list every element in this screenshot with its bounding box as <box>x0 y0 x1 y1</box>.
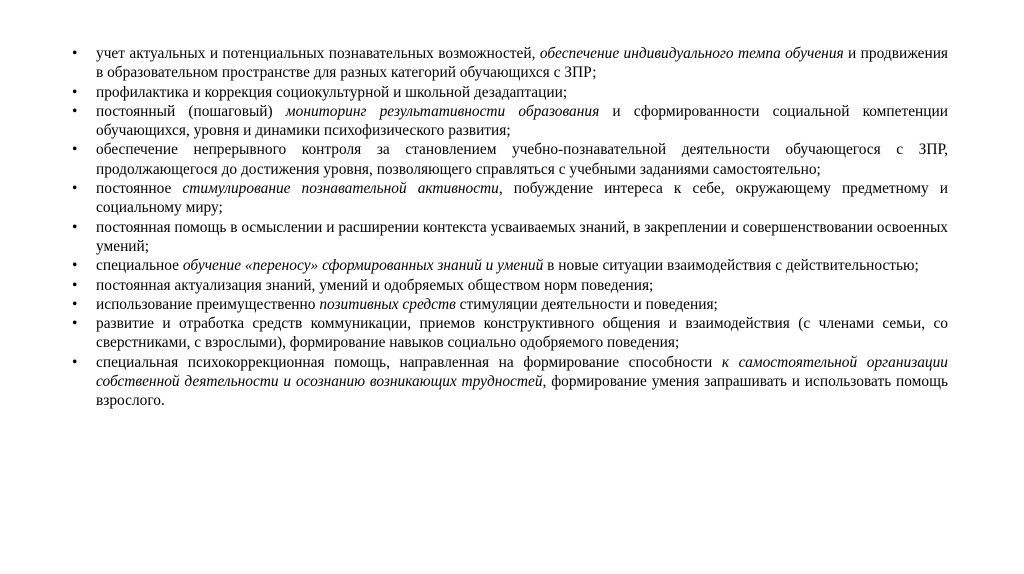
item-text: и сформированности социальной компетенции обучающихся, уровня и динамики психофизического развития; <box>96 102 948 140</box>
emphasis-text: позитивных средств <box>319 295 456 313</box>
item-text: , побуждение интереса к себе, окружающему предметному и социальному миру; <box>96 180 948 217</box>
item-text: постоянное <box>96 180 183 198</box>
list-item <box>68 314 948 353</box>
list-item <box>68 276 948 295</box>
item-text: специальная психокоррекционная помощь, направленная на формирование способности <box>96 353 722 371</box>
bullet-dot-icon: • <box>72 315 78 333</box>
emphasis-text: обучение «переносу» сформированных знаний и умений <box>182 257 544 275</box>
bullet-list <box>68 44 948 411</box>
item-text: постоянная актуализация знаний, умений и одобряемых обществом норм поведения; <box>96 276 654 294</box>
bullet-dot-icon: • <box>72 295 78 313</box>
item-text: использование преимущественно <box>96 295 320 313</box>
bullet-dot-icon: • <box>72 141 78 159</box>
item-text: обеспечение непрерывного контроля за становлением учебно-познавательной деятельности обучающегося с ЗПР, продолжающегося до достижения уровня, позволяющего справляться с учебными заданиями самостоятельно; <box>96 141 948 178</box>
bullet-dot-icon: • <box>72 45 78 62</box>
item-text: учет актуальных и потенциальных познавательных возможностей, <box>96 45 540 62</box>
emphasis-text: обеспечение индивидуального темпа обучения <box>539 45 844 62</box>
list-item <box>68 83 948 102</box>
item-text: постоянный (пошаговый) <box>96 102 286 120</box>
list-item <box>68 102 948 141</box>
bullet-dot-icon: • <box>72 218 78 236</box>
list-item <box>68 44 948 83</box>
list-item <box>68 256 948 275</box>
emphasis-text: мониторинг результативности образования <box>285 102 600 120</box>
list-item <box>68 140 948 179</box>
list-item <box>68 353 948 411</box>
item-text: специальное <box>96 257 183 275</box>
list-item <box>68 295 948 314</box>
item-text: , формирование умения запрашивать и использовать помощь взрослого. <box>96 373 948 410</box>
bullet-dot-icon: • <box>72 257 78 275</box>
emphasis-text: стимулирование познавательной активности <box>182 180 499 198</box>
item-text: развитие и отработка средств коммуникации, приемов конструктивного общения и взаимодействия (с членами семьи, со сверстниками, с взрослыми), формирование навыков социально одобряемого поведения; <box>96 315 948 352</box>
item-text: в новые ситуации взаимодействия с действительностью; <box>543 257 919 275</box>
item-text: и продвижения в образовательном пространстве для разных категорий обучающихся с ЗПР; <box>96 45 949 82</box>
emphasis-text: к самостоятельной организации собственной деятельности и осознанию возникающих трудностей <box>96 353 948 391</box>
item-text: стимуляции деятельности и поведения; <box>455 295 718 313</box>
bullet-dot-icon: • <box>72 276 78 294</box>
list-item <box>68 218 948 257</box>
item-text: постоянная помощь в осмыслении и расширении контекста усваиваемых знаний, в закреплении и совершенствовании освоенных умений; <box>96 218 948 255</box>
list-item <box>68 179 948 218</box>
bullet-dot-icon: • <box>72 102 78 120</box>
bullet-dot-icon: • <box>72 353 78 371</box>
bullet-dot-icon: • <box>72 83 78 101</box>
item-text: профилактика и коррекция социокультурной и школьной дезадаптации; <box>96 83 568 101</box>
bullet-dot-icon: • <box>72 180 78 198</box>
